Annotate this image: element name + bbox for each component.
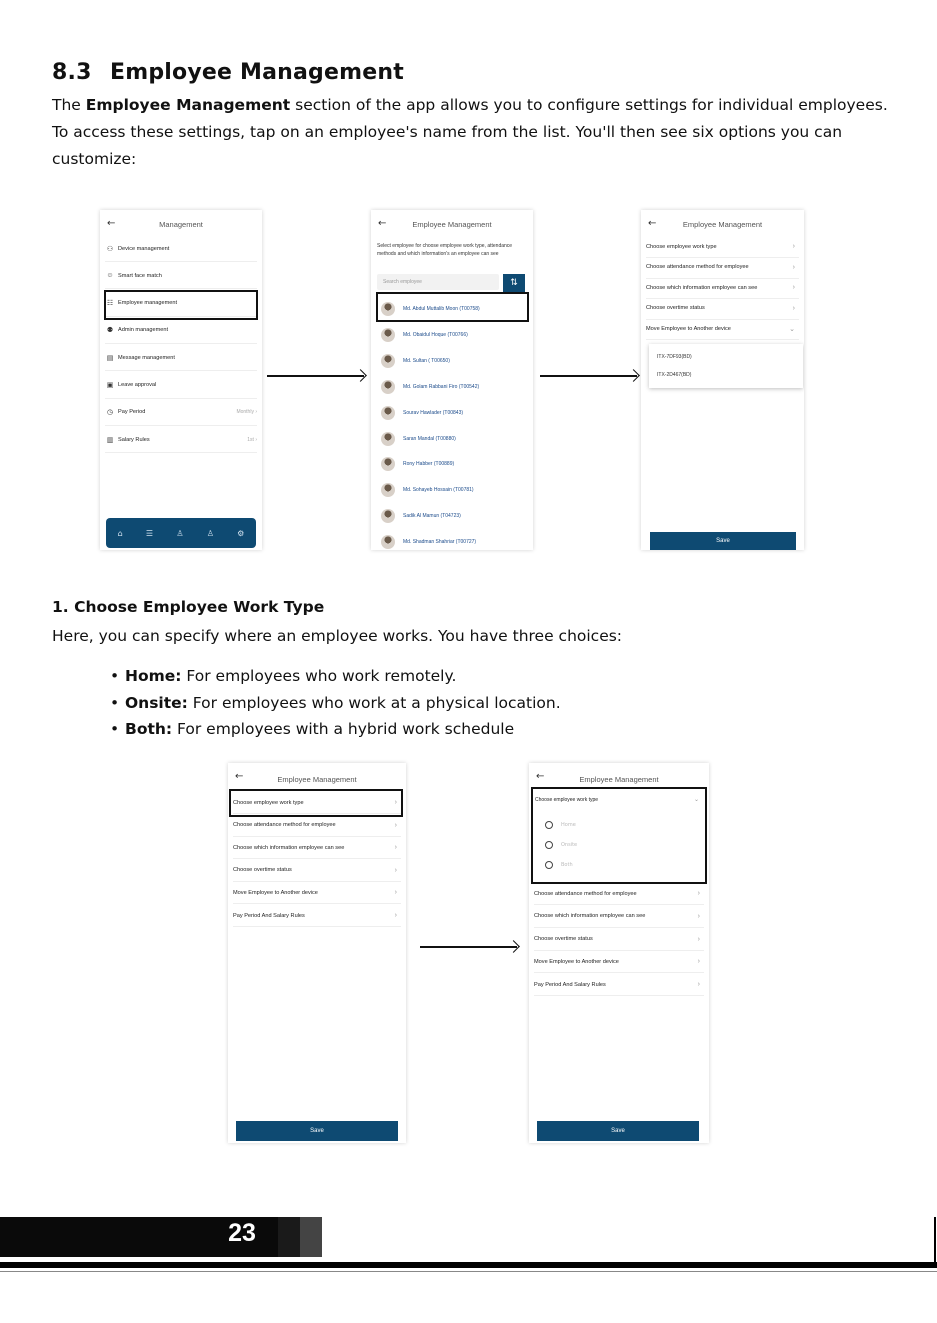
menu-item-icon: ▣ (106, 382, 114, 389)
arrow-right-icon (540, 375, 637, 377)
chevron-right-icon: › (792, 284, 795, 292)
employee-row[interactable] (381, 324, 523, 346)
menu-item-label: Employee management (118, 300, 178, 307)
menu-item-icon: ☺ (106, 272, 114, 280)
option-label: Choose attendance method for employee (233, 822, 336, 829)
back-arrow-icon[interactable]: ← (378, 218, 387, 229)
option-label: Choose attendance method for employee (534, 890, 637, 897)
avatar (381, 328, 395, 342)
chevron-right-icon: › (394, 821, 397, 829)
chevron-right-icon: › (792, 304, 795, 312)
nav-tab-icon[interactable]: ♙ (176, 528, 184, 538)
screen-title: Employee Management (682, 220, 763, 229)
option-label: Move Employee to Another device (534, 958, 619, 965)
screen-title: Management (159, 220, 203, 229)
screen-title: Employee Management (412, 220, 492, 229)
option-row[interactable] (646, 318, 799, 340)
menu-item-label: Device management (118, 245, 170, 252)
option-row[interactable] (233, 905, 401, 927)
chevron-right-icon: › (697, 890, 700, 897)
employee-row[interactable] (381, 428, 523, 450)
arrow-right-icon (267, 375, 364, 377)
option-row[interactable] (233, 815, 401, 837)
radio-label: Both (561, 862, 573, 868)
option-row[interactable] (233, 882, 401, 904)
section-title: Employee Management (110, 60, 404, 85)
menu-item[interactable] (105, 263, 257, 289)
avatar (381, 406, 395, 420)
avatar (381, 483, 395, 497)
bullet-desc: For employees with a hybrid work schedule (172, 720, 515, 738)
screen-employee-options (641, 210, 804, 550)
intro-paragraph (52, 92, 892, 173)
employee-name: Sadik Al Mamun (T04723) (403, 513, 461, 520)
option-label: Choose overtime status (233, 867, 292, 874)
employee-row[interactable] (381, 453, 523, 475)
employee-name: Md. Obaidul Hoque (T00766) (403, 331, 468, 338)
option-row[interactable] (534, 951, 704, 973)
screen-management (100, 210, 262, 550)
device-option[interactable]: ITX-2D467(BD) (657, 372, 692, 378)
footer-accent (278, 1217, 300, 1257)
menu-item-label: Salary Rules (118, 436, 150, 443)
employee-name: Md. Shadman Shahriar (T00727) (403, 539, 477, 546)
menu-item[interactable] (105, 318, 257, 344)
option-row[interactable] (233, 837, 401, 859)
menu-item[interactable] (105, 373, 257, 399)
employee-name: Rony Habber (T00889) (403, 461, 455, 468)
footer-accent (300, 1217, 322, 1257)
employee-name: Md. Abdul Muttalib Moon (T00758) (403, 306, 480, 312)
menu-item-value: Monthly › (236, 409, 257, 416)
chevron-right-icon: › (792, 243, 795, 250)
intro-rest: section of the app allows you to configure settings for individual employees. To access these settings, tap on an employee's name from the list. You'll then see six options you can customize: (52, 96, 888, 168)
device-option[interactable]: ITX-7DF93(BD) (657, 354, 692, 360)
chevron-right-icon: › (394, 866, 397, 874)
arrow-right-icon (420, 946, 517, 948)
section-number: 8.3 (52, 60, 92, 85)
menu-item-value: 1st › (247, 436, 257, 443)
option-row[interactable] (646, 277, 799, 299)
chevron-right-icon: › (697, 935, 700, 943)
option-row[interactable] (646, 236, 799, 258)
highlight-work-type-options (531, 787, 707, 884)
screen-title: Employee Management (277, 775, 357, 784)
employee-row[interactable] (381, 350, 523, 372)
employee-row[interactable] (381, 479, 523, 501)
chevron-right-icon: › (394, 844, 397, 852)
option-label: Choose attendance method for employee (646, 264, 749, 271)
option-row[interactable] (534, 974, 704, 996)
intro-bold: Employee Management (85, 96, 291, 114)
highlight-work-type (229, 789, 403, 817)
section-heading (52, 60, 404, 85)
chevron-right-icon: › (697, 958, 700, 966)
option-label: Move Employee to Another device (233, 889, 318, 896)
menu-item-label: Smart face match (118, 272, 162, 279)
menu-item-icon: ⚉ (106, 327, 114, 335)
employee-name: Md. Sohayeb Hossain (T00781) (403, 487, 474, 494)
menu-item[interactable] (105, 427, 257, 453)
option-row[interactable] (534, 906, 704, 928)
bullet-desc: For employees who work at a physical location. (187, 693, 561, 712)
option-label: Choose employee work type (233, 799, 304, 806)
avatar (381, 509, 395, 523)
menu-item-icon: ▥ (106, 436, 114, 444)
menu-item[interactable] (105, 345, 257, 371)
page-number: 23 (228, 1219, 256, 1247)
filter-button[interactable]: ⇅ (503, 274, 525, 292)
footer-rule (0, 1262, 937, 1268)
work-type-list (110, 663, 561, 743)
save-button[interactable]: Save (650, 532, 796, 550)
chevron-down-icon: ⌄ (789, 325, 795, 333)
menu-item-label: Message management (118, 354, 175, 361)
subsection-title: 1. Choose Employee Work Type (52, 598, 325, 616)
search-input[interactable]: Search employee (377, 274, 499, 290)
nav-tab-icon[interactable]: ⌂ (117, 528, 123, 538)
nav-tab-icon[interactable]: ⚙ (237, 528, 245, 538)
save-button[interactable]: Save (236, 1121, 398, 1141)
footer-tick (934, 1217, 936, 1262)
intro-prefix: The (52, 96, 86, 114)
option-label: Choose which information employee can see (534, 913, 646, 920)
menu-item-label: Pay Period (118, 409, 146, 416)
option-label: Choose which information employee can see (233, 844, 345, 851)
list-item (110, 663, 561, 690)
expanded-option[interactable]: Choose employee work type (535, 797, 599, 803)
employee-row[interactable] (381, 402, 523, 424)
chevron-right-icon: › (792, 263, 795, 271)
menu-item-icon: ☷ (106, 300, 114, 308)
employee-name: Md. Sultan ( T00650) (403, 357, 450, 364)
highlight-employee-management (104, 290, 258, 320)
employee-row[interactable] (381, 505, 523, 527)
subsection-text: Here, you can specify where an employee works. You have three choices: (52, 627, 623, 645)
back-arrow-icon[interactable]: ← (536, 771, 545, 782)
option-label: Choose overtime status (534, 936, 593, 943)
employee-name: Saran Mandal (T00880) (403, 435, 456, 442)
back-arrow-icon[interactable]: ← (107, 218, 116, 229)
option-label: Pay Period And Salary Rules (534, 981, 606, 988)
option-row[interactable] (534, 883, 704, 905)
option-row[interactable] (233, 860, 401, 882)
bottom-nav (106, 518, 256, 548)
save-button[interactable]: Save (537, 1121, 699, 1141)
menu-item[interactable] (105, 400, 257, 426)
option-label: Choose employee work type (646, 243, 717, 250)
menu-item-icon: ▤ (106, 354, 114, 362)
option-label: Move Employee to Another device (646, 325, 731, 332)
chevron-right-icon: › (697, 912, 700, 920)
avatar (381, 535, 395, 549)
avatar (381, 380, 395, 394)
option-row[interactable] (646, 298, 799, 320)
menu-item-icon: ◷ (106, 409, 114, 417)
screen-employee-list (371, 210, 533, 550)
bullet-desc: For employees who work remotely. (181, 667, 457, 685)
radio-label: Onsite (561, 842, 578, 848)
option-label: Pay Period And Salary Rules (233, 912, 305, 919)
chevron-down-icon: ⌄ (693, 796, 699, 803)
back-arrow-icon[interactable]: ← (235, 771, 244, 782)
list-item (110, 690, 561, 717)
avatar (381, 432, 395, 446)
highlight-first-employee (376, 292, 529, 322)
chevron-right-icon: › (394, 889, 397, 897)
option-label: Choose which information employee can see (646, 284, 758, 291)
menu-item-label: Leave approval (118, 382, 157, 388)
chevron-right-icon: › (697, 981, 700, 989)
bullet-term: Onsite: (125, 693, 188, 712)
option-row[interactable] (534, 929, 704, 951)
nav-tab-icon[interactable]: ♙ (206, 528, 214, 538)
employee-name: Sourav Hawlader (T00843) (403, 409, 464, 416)
employee-name: Md. Golam Rabbani Firo (T00542) (403, 383, 480, 390)
chevron-right-icon: › (394, 799, 397, 806)
option-label: Choose overtime status (646, 305, 705, 312)
nav-tab-icon[interactable]: ☰ (145, 528, 154, 538)
bullet-term: Home: (125, 667, 182, 685)
screen-title: Employee Management (579, 775, 659, 784)
screen-options-list (228, 763, 406, 1143)
menu-item-icon: ⚇ (106, 245, 114, 253)
employee-row[interactable] (381, 376, 523, 398)
menu-item-label: Admin management (118, 327, 169, 334)
chevron-right-icon: › (394, 912, 397, 919)
avatar (381, 457, 395, 471)
option-row[interactable] (646, 257, 799, 279)
avatar (381, 354, 395, 368)
employee-row[interactable] (381, 531, 523, 550)
device-dropdown (649, 344, 803, 388)
back-arrow-icon[interactable]: ← (648, 218, 657, 229)
list-item (110, 716, 561, 743)
footer-rule-thin (0, 1271, 937, 1272)
menu-item[interactable] (105, 236, 257, 262)
radio-label: Home (561, 822, 576, 828)
hint-text: Select employee for choose employee work type, attendance methods and which information's an employee can see (377, 243, 513, 257)
bullet-term: Both: (125, 720, 173, 738)
